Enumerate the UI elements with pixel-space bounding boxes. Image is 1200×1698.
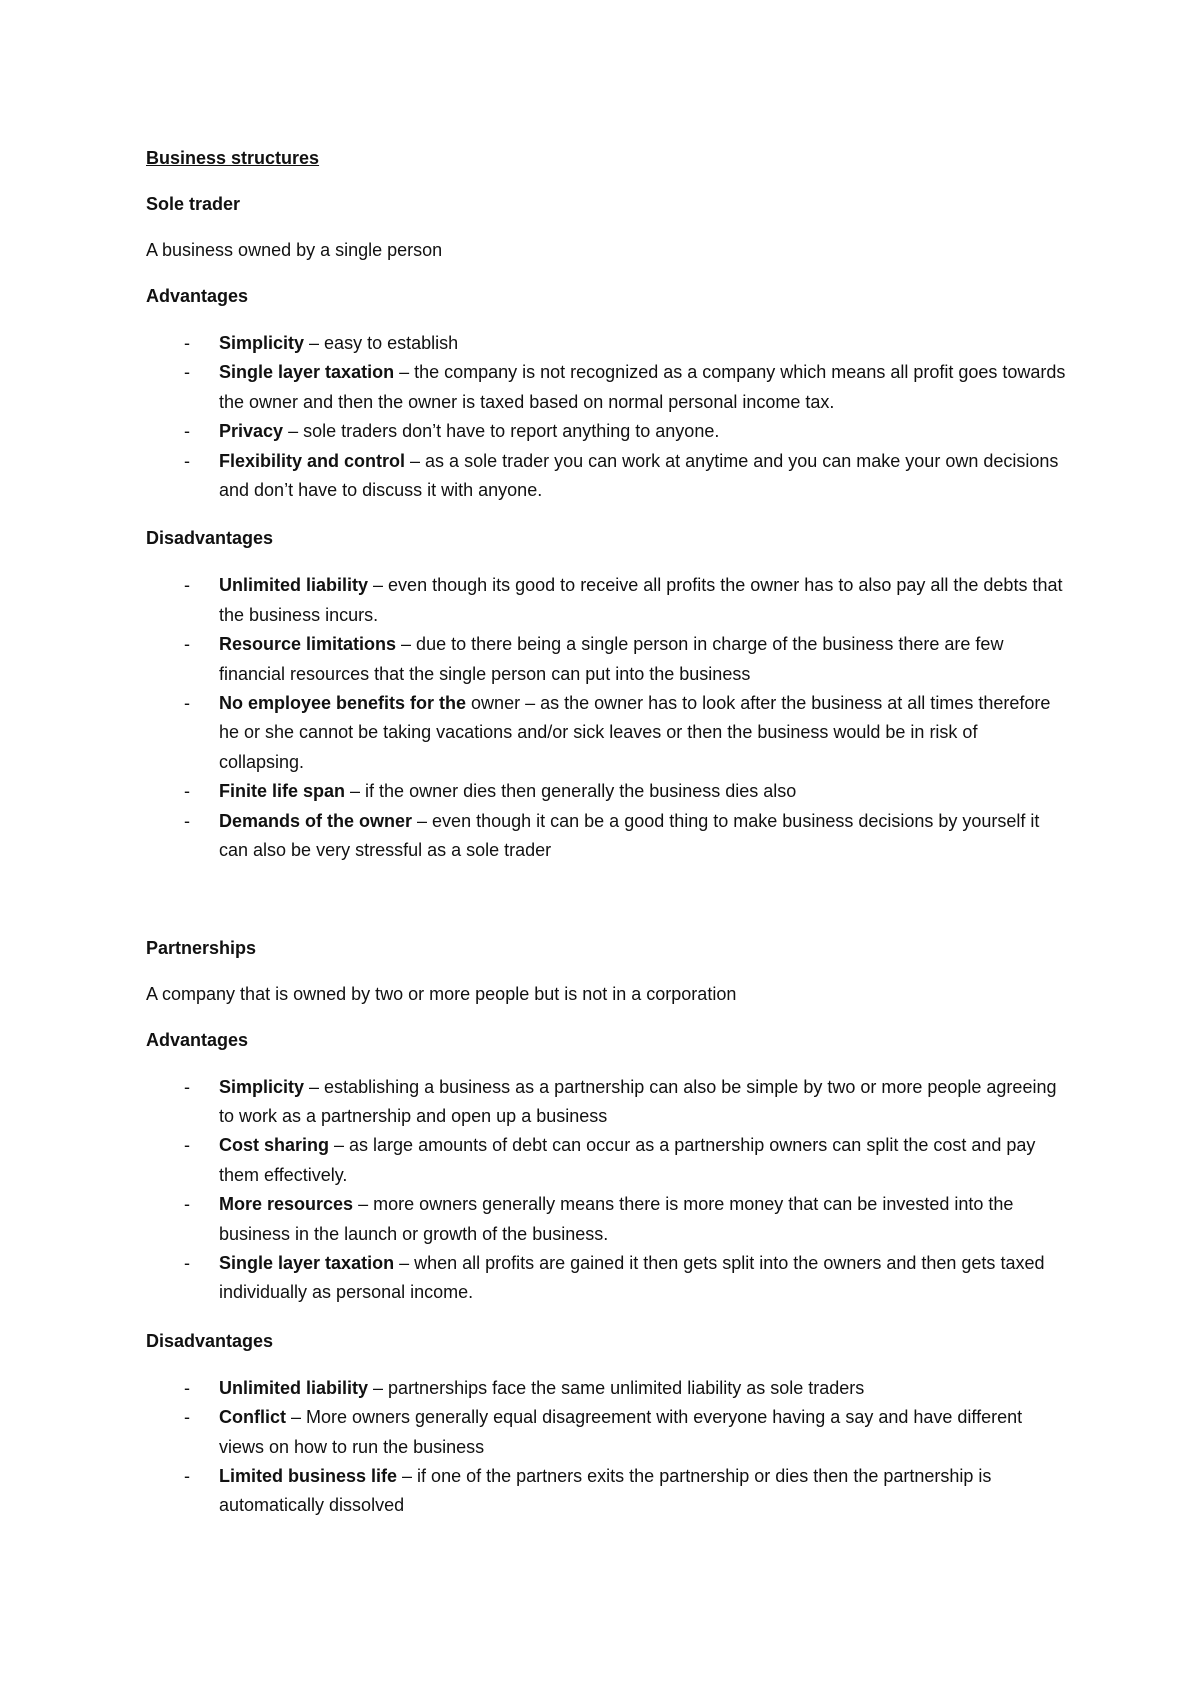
document-page (146, 146, 1066, 1542)
list-item (146, 329, 1066, 358)
term: Cost sharing (219, 1135, 330, 1156)
list-item (146, 1249, 1066, 1308)
term: Privacy (219, 421, 284, 442)
section-heading: Partnerships (146, 937, 257, 958)
list-item (146, 358, 1066, 417)
section-description: A business owned by a single person (146, 240, 443, 260)
advantages-list (146, 329, 1066, 505)
bullet-dash: - (184, 634, 190, 655)
bullet-dash: - (184, 810, 190, 831)
item-text: – more owners generally means there is more money that can be invested into the business in the launch or growth of the business. (219, 1194, 1014, 1244)
item-text: – More owners generally equal disagreement with everyone having a say and have different views on how to run the business (219, 1407, 1023, 1457)
term: Unlimited liability (219, 1377, 369, 1398)
bullet-dash: - (184, 575, 190, 596)
list-item (146, 1190, 1066, 1249)
item-text: – even though its good to receive all profits the owner has to also pay all the debts that the business incurs. (219, 575, 1063, 625)
bullet-dash: - (184, 693, 190, 714)
list-item (146, 1374, 1066, 1403)
disadvantages-heading: Disadvantages (146, 1330, 274, 1351)
item-text: – when all profits are gained it then gets split into the owners and then gets taxed individually as personal income. (219, 1252, 1045, 1303)
section-sole-trader (146, 192, 1066, 866)
bullet-dash: - (184, 1377, 190, 1398)
bullet-dash: - (184, 781, 190, 802)
item-text: – easy to establish (304, 333, 459, 353)
advantages-heading: Advantages (146, 286, 249, 306)
disadvantages-list (146, 571, 1066, 865)
list-item (146, 630, 1066, 689)
item-text: – even though it can be a good thing to make business decisions by yourself it can also be very stressful as a sole trader (219, 810, 1040, 861)
term: Simplicity (219, 333, 305, 353)
list-item (146, 1073, 1066, 1132)
item-text: – partnerships face the same unlimited liability as sole traders (368, 1377, 865, 1398)
list-item (146, 1462, 1066, 1521)
item-text: – if one of the partners exits the partnership or dies then the partnership is automatically dissolved (219, 1465, 992, 1516)
term: No employee benefits for the (219, 693, 467, 714)
term: Resource limitations (219, 634, 397, 655)
item-text: – establishing a business as a partnership can also be simple by two or more people agreeing to work as a partnership and open up a business (219, 1076, 1057, 1126)
item-text: owner – as the owner has to look after the business at all times therefore he or she cannot be taking vacations and/or sick leaves or then the business would be in risk of collapsing. (219, 693, 1051, 772)
term: Simplicity (219, 1076, 305, 1097)
item-text: – if the owner dies then generally the business dies also (345, 781, 797, 802)
advantages-list (146, 1073, 1066, 1308)
disadvantages-heading: Disadvantages (146, 528, 274, 549)
bullet-dash: - (184, 1135, 190, 1156)
bullet-dash: - (184, 333, 190, 353)
term: More resources (219, 1194, 354, 1215)
section-description: A company that is owned by two or more people but is not in a corporation (146, 983, 737, 1004)
bullet-dash: - (184, 1407, 190, 1428)
term: Single layer taxation (219, 362, 395, 383)
list-item (146, 447, 1066, 506)
item-text: – due to there being a single person in charge of the business there are few financial resources that the single person can put into the business (219, 634, 1004, 684)
bullet-dash: - (184, 1076, 190, 1097)
term: Finite life span (219, 781, 346, 802)
item-text: – sole traders don’t have to report anything to anyone. (283, 421, 720, 442)
advantages-heading: Advantages (146, 1029, 249, 1050)
section-partnerships (146, 936, 1066, 1521)
item-text: – the company is not recognized as a company which means all profit goes towards the owner and then the owner is taxed based on normal personal income tax. (219, 362, 1066, 412)
bullet-dash: - (184, 1465, 190, 1486)
section-heading: Sole trader (146, 194, 241, 214)
bullet-dash: - (184, 1194, 190, 1215)
list-item (146, 417, 1066, 446)
term: Flexibility and control (219, 450, 406, 471)
bullet-dash: - (184, 1252, 190, 1273)
document-title: Business structures (146, 148, 320, 168)
term: Demands of the owner (219, 810, 413, 831)
term: Unlimited liability (219, 575, 369, 596)
list-item (146, 777, 1066, 806)
section-spacer (146, 887, 1066, 936)
bullet-dash: - (184, 362, 190, 383)
list-item (146, 807, 1066, 866)
list-item (146, 571, 1066, 630)
disadvantages-list (146, 1374, 1066, 1521)
bullet-dash: - (184, 421, 190, 442)
item-text: – as a sole trader you can work at anytime and you can make your own decisions and don’t have to discuss it with anyone. (219, 450, 1059, 501)
bullet-dash: - (184, 450, 190, 471)
item-text: – as large amounts of debt can occur as a partnership owners can split the cost and pay them effectively. (219, 1135, 1036, 1185)
term: Conflict (219, 1407, 286, 1428)
list-item (146, 1131, 1066, 1190)
term: Limited business life (219, 1465, 398, 1486)
term: Single layer taxation (219, 1252, 395, 1273)
list-item (146, 1403, 1066, 1462)
list-item (146, 689, 1066, 777)
